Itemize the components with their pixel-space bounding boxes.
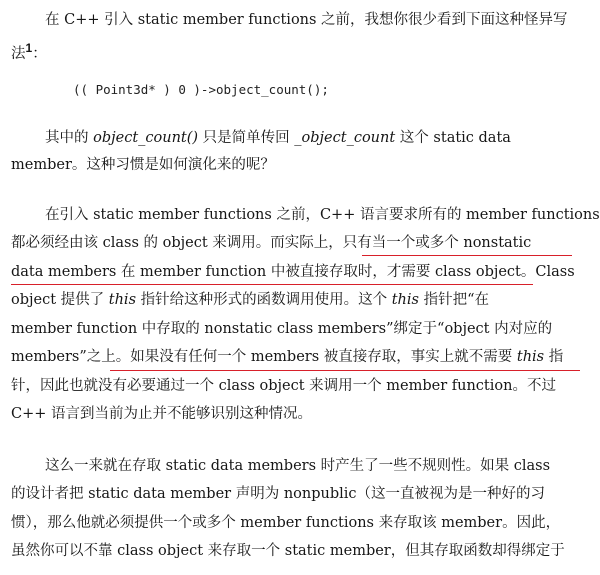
paragraph-3-line-7: 针，因此也就没有必要通过一个 class object 来调用一个 member function。不过	[11, 378, 556, 394]
italic-object-count: object_count()	[93, 130, 199, 146]
text-segment: 只是简单传回	[198, 130, 295, 146]
footnote-marker: 1	[25, 41, 33, 55]
underline-mark-1	[362, 255, 572, 256]
text-segment: object 提供了	[11, 292, 109, 308]
underline-mark-2	[11, 284, 533, 285]
paragraph-1-line-2	[11, 38, 47, 64]
paragraph-3-line-3: data members 在 member function 中被直接存取时，才需要 class object。Class	[11, 264, 575, 280]
paragraph-1-line-1: 在 C++ 引入 static member functions 之前，我想你很少看到下面这种怪异写	[45, 12, 568, 28]
paragraph-3-line-6	[11, 347, 563, 367]
paragraph-3-line-8: C++ 语言到当前为止并不能够识别这种情况。	[11, 406, 313, 422]
text-segment: 指	[544, 349, 564, 365]
text-fa: 法	[11, 45, 26, 62]
paragraph-4-line-1: 这么一来就在存取 static data members 时产生了一些不规则性。如果 class	[45, 458, 551, 474]
underline-mark-3	[110, 370, 580, 371]
text-segment: 指针给这种形式的函数调用使用。这个	[136, 292, 392, 308]
text-colon: ：	[32, 45, 47, 62]
text-segment: 这个 static data	[395, 130, 511, 146]
italic-this: this	[108, 292, 137, 308]
italic-this: this	[391, 292, 419, 308]
paragraph-3-line-5: member function 中存取的 nonstatic class members”绑定于“object 内对应的	[11, 321, 553, 337]
paragraph-3-line-2: 都必须经由该 class 的 object 来调用。而实际上，只有当一个或多个 nonstatic	[11, 235, 532, 251]
italic-this: this	[516, 349, 545, 365]
italic-object-count-member: _object_count	[294, 130, 396, 146]
text-segment: members”之上。如果没有任何一个 members 被直接存取，事实上就不需要	[11, 349, 517, 365]
text-segment: 其中的	[45, 130, 94, 146]
paragraph-2-line-2: member。这种习惯是如何演化来的呢？	[11, 157, 275, 173]
code-snippet: (( Point3d* ) 0 )->object_count();	[73, 82, 329, 97]
paragraph-2-line-1	[45, 128, 511, 148]
text-segment: 指针把“在	[418, 292, 490, 308]
paragraph-4-line-3: 惯），那么他就必须提供一个或多个 member functions 来存取该 member。因此，	[11, 515, 561, 531]
paragraph-4-line-4: 虽然你可以不靠 class object 来存取一个 static member，但其存取函数却得绑定于	[11, 543, 565, 559]
paragraph-3-line-4	[11, 290, 489, 310]
paragraph-3-line-1: 在引入 static member functions 之前，C++ 语言要求所有的 member functions	[45, 207, 600, 223]
paragraph-4-line-2: 的设计者把 static data member 声明为 nonpublic（这一直被视为是一种好的习	[11, 486, 546, 502]
